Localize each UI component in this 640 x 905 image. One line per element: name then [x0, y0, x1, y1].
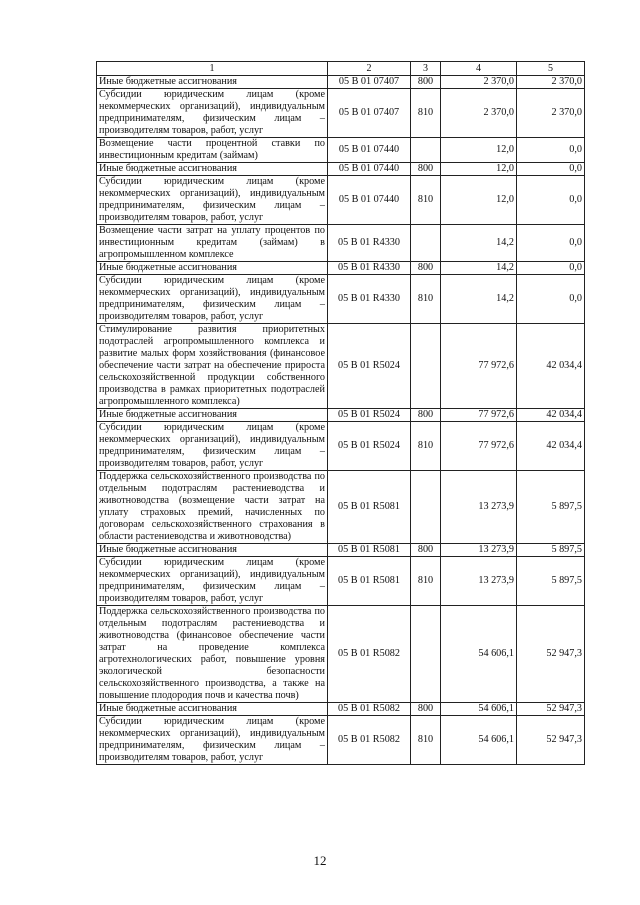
page-number: 12	[313, 853, 327, 868]
row-code-cell: 05 В 01 07440	[328, 176, 411, 225]
row-name-cell: Стимулирование развития приоритетных подотраслей агропромышленного комплекса и развитие малых форм хозяйствования (финансовое обеспечение части затрат на обеспечение прироста сельскохозяйственной продукции собственного производства в рамках приоритетных подотраслей агропромышленного комплекса)	[97, 324, 328, 409]
row-name-cell: Иные бюджетные ассигнования	[97, 409, 328, 422]
row-value-col4: 14,2	[441, 262, 517, 275]
row-type-cell: 800	[411, 703, 441, 716]
row-name-cell: Иные бюджетные ассигнования	[97, 544, 328, 557]
row-value-col4: 77 972,6	[441, 422, 517, 471]
table-row	[97, 262, 585, 275]
row-value-col4: 54 606,1	[441, 716, 517, 765]
row-type-cell: 800	[411, 544, 441, 557]
row-type-cell	[411, 138, 441, 163]
table-row	[97, 544, 585, 557]
row-value-col5: 5 897,5	[517, 544, 585, 557]
table-row	[97, 606, 585, 703]
row-value-col4: 12,0	[441, 176, 517, 225]
budget-table	[96, 61, 585, 765]
row-type-cell	[411, 606, 441, 703]
row-value-col4: 13 273,9	[441, 471, 517, 544]
table-body	[97, 76, 585, 765]
header-col-1: 1	[97, 62, 328, 76]
table-row	[97, 716, 585, 765]
row-code-cell: 05 В 01 R5082	[328, 703, 411, 716]
table-row	[97, 557, 585, 606]
row-code-cell: 05 В 01 R5082	[328, 606, 411, 703]
header-col-3: 3	[411, 62, 441, 76]
table-row	[97, 409, 585, 422]
row-value-col4: 54 606,1	[441, 606, 517, 703]
row-code-cell: 05 В 01 R5082	[328, 716, 411, 765]
row-name-cell: Субсидии юридическим лицам (кроме некоммерческих организаций), индивидуальным предпринимателям, физическим лицам – производителям товаров, работ, услуг	[97, 176, 328, 225]
row-name-cell: Поддержка сельскохозяйственного производства по отдельным подотраслям растениеводства и животноводства (финансовое обеспечение части затрат на проведение комплекса агротехнологических работ, повышение уровня экологической безопасности сельскохозяйственного производства, а также на повышение плодородия почв и качества почв)	[97, 606, 328, 703]
row-name-cell: Субсидии юридическим лицам (кроме некоммерческих организаций), индивидуальным предпринимателям, физическим лицам – производителям товаров, работ, услуг	[97, 557, 328, 606]
row-code-cell: 05 В 01 R4330	[328, 225, 411, 262]
row-name-cell: Поддержка сельскохозяйственного производства по отдельным подотраслям растениеводства и животноводства (возмещение части затрат на уплату страховых премий, начисленных по договорам сельскохозяйственного страхования в области растениеводства и животноводства)	[97, 471, 328, 544]
row-value-col4: 14,2	[441, 225, 517, 262]
table-row	[97, 703, 585, 716]
row-value-col5: 42 034,4	[517, 409, 585, 422]
row-name-cell: Иные бюджетные ассигнования	[97, 262, 328, 275]
table-row	[97, 176, 585, 225]
row-name-cell: Субсидии юридическим лицам (кроме некоммерческих организаций), индивидуальным предпринимателям, физическим лицам – производителям товаров, работ, услуг	[97, 422, 328, 471]
row-type-cell: 810	[411, 275, 441, 324]
row-type-cell: 800	[411, 262, 441, 275]
row-value-col4: 12,0	[441, 138, 517, 163]
row-value-col4: 77 972,6	[441, 324, 517, 409]
row-value-col5: 0,0	[517, 163, 585, 176]
row-type-cell: 800	[411, 76, 441, 89]
row-type-cell	[411, 324, 441, 409]
row-value-col4: 2 370,0	[441, 89, 517, 138]
row-value-col5: 2 370,0	[517, 76, 585, 89]
table-row	[97, 422, 585, 471]
row-value-col4: 77 972,6	[441, 409, 517, 422]
row-code-cell: 05 В 01 R5081	[328, 544, 411, 557]
row-value-col5: 52 947,3	[517, 703, 585, 716]
row-value-col5: 42 034,4	[517, 422, 585, 471]
row-type-cell: 810	[411, 557, 441, 606]
header-col-4: 4	[441, 62, 517, 76]
row-type-cell: 810	[411, 422, 441, 471]
row-type-cell: 810	[411, 176, 441, 225]
row-value-col4: 2 370,0	[441, 76, 517, 89]
row-code-cell: 05 В 01 R5081	[328, 471, 411, 544]
row-value-col4: 12,0	[441, 163, 517, 176]
row-value-col5: 0,0	[517, 176, 585, 225]
row-value-col4: 13 273,9	[441, 557, 517, 606]
row-value-col5: 5 897,5	[517, 557, 585, 606]
row-code-cell: 05 В 01 07407	[328, 89, 411, 138]
row-name-cell: Иные бюджетные ассигнования	[97, 76, 328, 89]
row-name-cell: Субсидии юридическим лицам (кроме некоммерческих организаций), индивидуальным предпринимателям, физическим лицам – производителям товаров, работ, услуг	[97, 275, 328, 324]
row-value-col5: 42 034,4	[517, 324, 585, 409]
header-col-2: 2	[328, 62, 411, 76]
row-type-cell	[411, 471, 441, 544]
row-value-col5: 0,0	[517, 138, 585, 163]
row-type-cell: 800	[411, 409, 441, 422]
row-value-col4: 14,2	[441, 275, 517, 324]
row-code-cell: 05 В 01 R5024	[328, 422, 411, 471]
table-row	[97, 89, 585, 138]
row-value-col4: 54 606,1	[441, 703, 517, 716]
table-row	[97, 275, 585, 324]
row-type-cell: 810	[411, 89, 441, 138]
row-value-col5: 2 370,0	[517, 89, 585, 138]
row-value-col4: 13 273,9	[441, 544, 517, 557]
header-col-5: 5	[517, 62, 585, 76]
row-name-cell: Иные бюджетные ассигнования	[97, 163, 328, 176]
table-row	[97, 163, 585, 176]
row-name-cell: Возмещение части затрат на уплату процентов по инвестиционным кредитам (займам) в агропромышленном комплексе	[97, 225, 328, 262]
table-header-row	[97, 62, 585, 76]
row-code-cell: 05 В 01 R5081	[328, 557, 411, 606]
table-row	[97, 225, 585, 262]
row-code-cell: 05 В 01 07407	[328, 76, 411, 89]
table-row	[97, 324, 585, 409]
row-name-cell: Иные бюджетные ассигнования	[97, 703, 328, 716]
row-name-cell: Субсидии юридическим лицам (кроме некоммерческих организаций), индивидуальным предпринимателям, физическим лицам – производителям товаров, работ, услуг	[97, 716, 328, 765]
row-code-cell: 05 В 01 R5024	[328, 409, 411, 422]
row-code-cell: 05 В 01 07440	[328, 138, 411, 163]
row-code-cell: 05 В 01 R4330	[328, 275, 411, 324]
table-row	[97, 471, 585, 544]
row-code-cell: 05 В 01 07440	[328, 163, 411, 176]
row-type-cell: 810	[411, 716, 441, 765]
row-code-cell: 05 В 01 R4330	[328, 262, 411, 275]
table-row	[97, 76, 585, 89]
row-value-col5: 0,0	[517, 262, 585, 275]
row-value-col5: 0,0	[517, 225, 585, 262]
row-name-cell: Возмещение части процентной ставки по инвестиционным кредитам (займам)	[97, 138, 328, 163]
row-type-cell	[411, 225, 441, 262]
row-type-cell: 800	[411, 163, 441, 176]
row-code-cell: 05 В 01 R5024	[328, 324, 411, 409]
row-name-cell: Субсидии юридическим лицам (кроме некоммерческих организаций), индивидуальным предпринимателям, физическим лицам – производителям товаров, работ, услуг	[97, 89, 328, 138]
row-value-col5: 52 947,3	[517, 716, 585, 765]
row-value-col5: 52 947,3	[517, 606, 585, 703]
row-value-col5: 0,0	[517, 275, 585, 324]
row-value-col5: 5 897,5	[517, 471, 585, 544]
table-row	[97, 138, 585, 163]
